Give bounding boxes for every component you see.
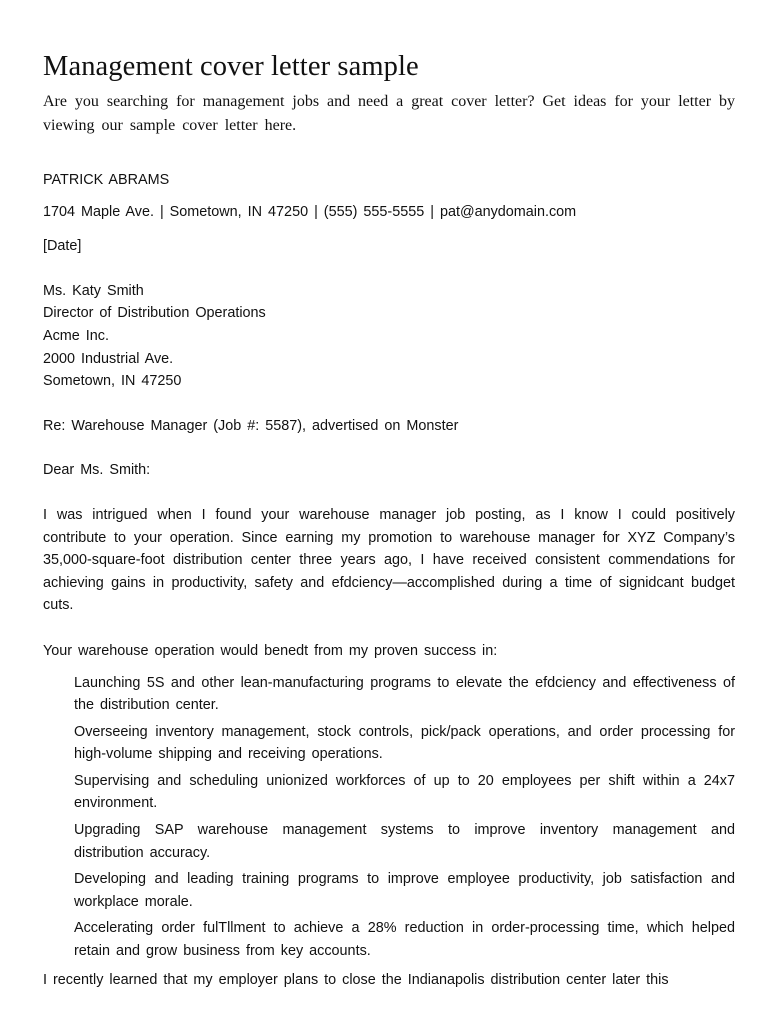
intro-paragraph: Are you searching for management jobs and need a great cover letter? Get ideas for your letter by viewing our sample cover letter here.: [43, 93, 735, 134]
recipient-address: [43, 280, 735, 393]
sender-contact: 1704 Maple Ave. | Sometown, IN 47250 | (555) 555-5555 | pat@anydomain.com: [43, 203, 577, 220]
salutation: Dear Ms. Smith:: [43, 462, 151, 479]
list-item: Developing and leading training programs to improve employee productivity, job satisfaction and workplace morale.: [74, 871, 735, 910]
recipient-name: Ms. Katy Smith: [43, 282, 144, 299]
list-item: Upgrading SAP warehouse management systems to improve inventory management and distribution accuracy.: [74, 822, 735, 861]
list-item: Supervising and scheduling unionized workforces of up to 20 employees per shift within a 24x7 environment.: [74, 772, 735, 812]
sender-name: PATRICK ABRAMS: [43, 172, 170, 188]
recipient-company: Acme Inc.: [43, 327, 109, 344]
letter-date: [Date]: [43, 238, 82, 255]
achievements-list: [43, 672, 735, 963]
recipient-street: 2000 Industrial Ave.: [43, 350, 174, 367]
list-item: Accelerating order fulTllment to achieve a 28% reduction in order-processing time, which helped retain and grow business from key accounts.: [74, 920, 735, 960]
list-item: Launching 5S and other lean-manufacturing programs to elevate the efdciency and effectiveness of the distribution center.: [74, 674, 735, 714]
list-item: Overseeing inventory management, stock controls, pick/pack operations, and order processing for high-volume shipping and receiving operations.: [74, 723, 735, 763]
body-paragraph-3: I recently learned that my employer plans to close the Indianapolis distribution center later this: [43, 971, 669, 988]
body-paragraph-2: Your warehouse operation would benedt from my proven success in:: [43, 642, 498, 659]
recipient-title: Director of Distribution Operations: [43, 305, 266, 322]
body-paragraph-1: I was intrigued when I found your warehouse manager job posting, as I know I could positively contribute to your operation. Since earning my promotion to warehouse manager for XYZ Company’s 35,000-square-foot distribution center three years ago, I have received consistent commendations for achieving gains in productivity, safety and efdciency—accomplished during a time of signidcant budget cuts.: [43, 506, 735, 614]
recipient-city: Sometown, IN 47250: [43, 373, 182, 390]
page-title: Management cover letter sample: [43, 51, 419, 82]
document-page: [43, 48, 735, 991]
re-line: Re: Warehouse Manager (Job #: 5587), advertised on Monster: [43, 417, 459, 434]
